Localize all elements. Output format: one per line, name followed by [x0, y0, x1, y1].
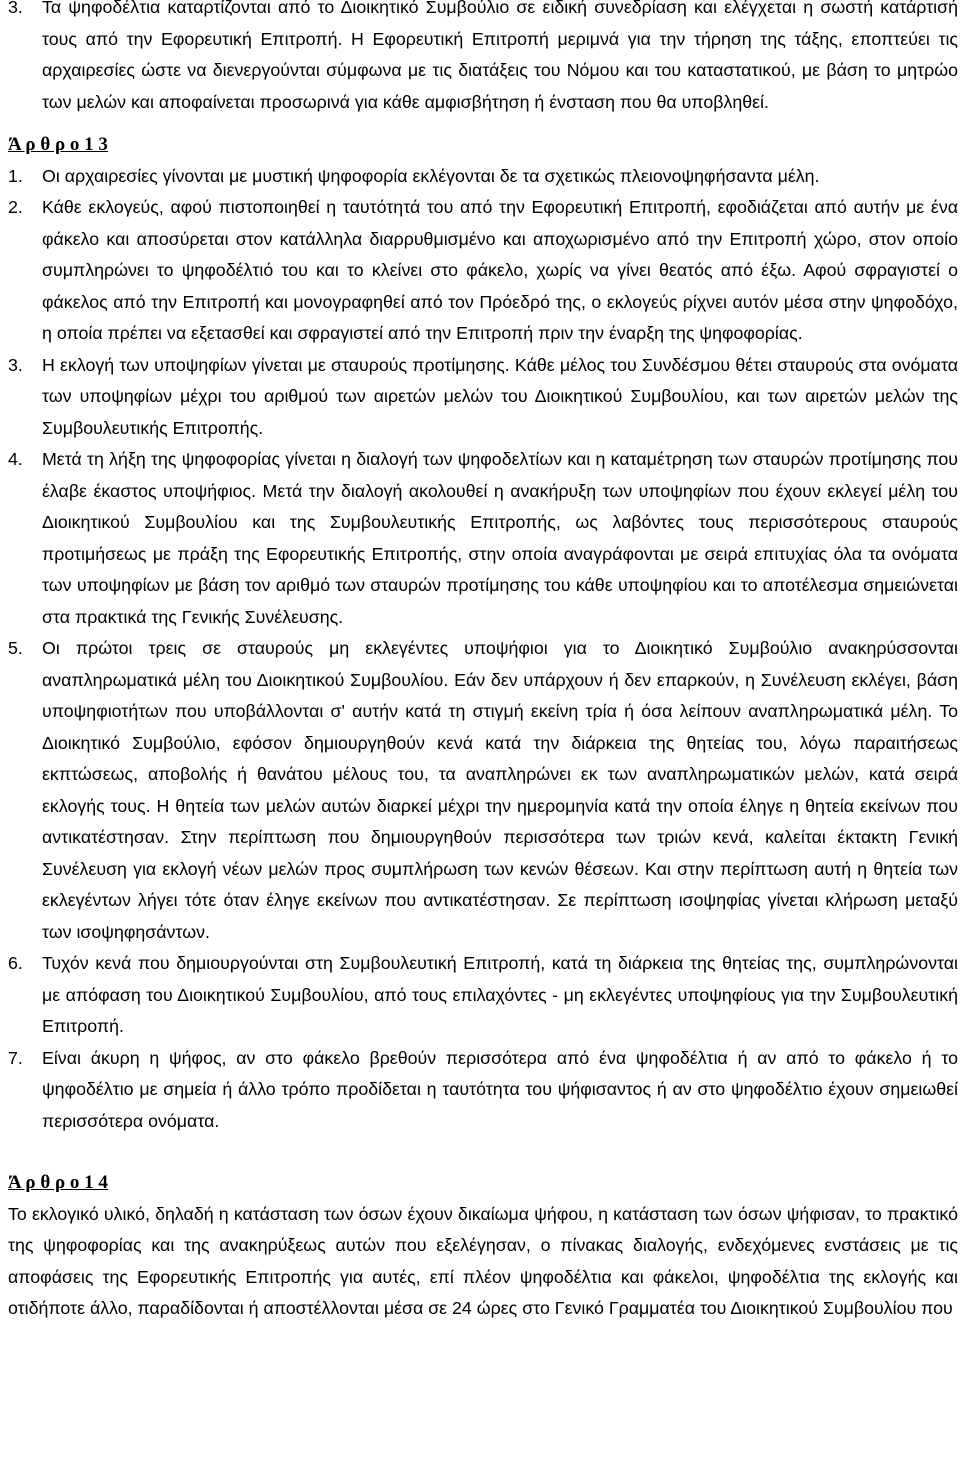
item-number: 4.: [8, 449, 23, 469]
article-13-heading: Ά ρ θ ρ ο 1 3: [8, 134, 108, 155]
article-13-item-2: [8, 192, 958, 350]
item-number: 7.: [8, 1047, 23, 1068]
item-text: Μετά τη λήξη της ψηφοφορίας γίνεται η διαλογή των ψηφοδελτίων και η καταμέτρηση των σταυρών προτίμησης που έλαβε έκαστος υποψήφιος. Μετά την διαλογή ακολουθεί η ανακήρυξη των υποψηφίων που έχουν εκλεγεί μέλη του Διοικητικού Συμβουλίου και της Συμβουλευτικής Επιτροπής, ως λαβόντες τους περισσότερους σταυρούς προτιμήσεως με πράξη της Εφορευτικής Επιτροπής, στην οποία αναγράφονται με σειρά επιτυχίας όλα τα ονόματα των υποψηφίων με βάση τον αριθμό των σταυρών προτίμησης του κάθε υποψηφίου και το αποτέλεσμα σημειώνεται στα πρακτικά της Γενικής Συνέλευσης.: [42, 449, 958, 627]
article-13-item-7: [8, 1043, 958, 1138]
item-text: Τα ψηφοδέλτια καταρτίζονται από το Διοικητικό Συμβούλιο σε ειδική συνεδρίαση και ελέγχεται η σωστή κατάρτισή τους από την Εφορευτική Επιτροπή. Η Εφορευτική Επιτροπή μεριμνά για την τήρηση της τάξης, εποπτεύει τις αρχαιρεσίες ώστε να διενεργούνται σύμφωνα με τις διατάξεις του Νόμου και του καταστατικού, με βάση το μητρώο των μελών και αποφαίνεται προσωρινά για κάθε αμφισβήτηση ή ένσταση που θα υποβληθεί.: [42, 0, 958, 112]
item-number: 1.: [8, 165, 23, 186]
item-text: Οι πρώτοι τρεις σε σταυρούς μη εκλεγέντες υποψήφιοι για το Διοικητικό Συμβούλιο ανακηρύσσονται αναπληρωματικά μέλη του Διοικητικού Συμβουλίου. Εάν δεν υπάρχουν ή δεν επαρκούν, η Συνέλευση εκλέγει, βάση υποψηφιοτήτων που υποβάλλονται σ' αυτήν κατά τη στιγμή εκείνη τρία ή όσα λείπουν αναπληρωματικά μέλη. Το Διοικητικό Συμβούλιο, εφόσον δημιουργηθούν κενά κατά την διάρκεια της θητείας του, λόγω παραιτήσεως εκπτώσεως, αποβολής ή θανάτου μέλους του, τα αναπληρώνει εκ των αναπληρωματικών μελών, κατά σειρά εκλογής τους. Η θητεία των μελών αυτών διαρκεί μέχρι την ημερομηνία κατά την οποία έληγε η θητεία εκείνων που αντικατέστησαν. Στην περίπτωση που δημιουργηθούν περισσότερα των τριών κενά, καλείται έκτακτη Γενική Συνέλευση για εκλογή νέων μελών προς συμπλήρωση των κενών θέσεων. Και στην περίπτωση αυτή η θητεία των εκλεγέντων λήγει τότε όταν έληγε εκείνων που αντικατέστησαν. Σε περίπτωση ισοψηφίας γίνεται κλήρωση μεταξύ των ισοψηφησάντων.: [42, 638, 958, 942]
article-12-item-3: [8, 0, 958, 118]
article-14-heading: Ά ρ θ ρ ο 1 4: [8, 1172, 108, 1193]
article-12-continuation: [8, 0, 958, 118]
article-14-paragraph: Το εκλογικό υλικό, δηλαδή η κατάσταση των όσων έχουν δικαίωμα ψήφου, η κατάσταση των όσων ψήφισαν, το πρακτικό της ψηφοφορίας και της ανακηρύξεως αυτών που εξελέγησαν, ο πίνακας διαλογής, ενδεχόμενες ενστάσεις με τις αποφάσεις της Εφορευτικής Επιτροπής για αυτές, επί πλέον ψηφοδέλτια και φάκελοι, ψηφοδέλτια της εκλογής και οτιδήποτε άλλο, παραδίδονται ή αποστέλλονται μέσα σε 24 ώρες στο Γενικό Γραμματέα του Διοικητικού Συμβουλίου που: [8, 1203, 958, 1318]
article-13-item-4: [8, 444, 958, 633]
item-text: Κάθε εκλογεύς, αφού πιστοποιηθεί η ταυτότητά του από την Εφορευτική Επιτροπή, εφοδιάζεται από αυτήν με ένα φάκελο και αποσύρεται στον κατάλληλα διαρρυθμισμένο και αποχωρισμένο από την Επιτροπή χώρο, στον οποίο συμπληρώνει το ψηφοδέλτιό του και το κλείνει στο φάκελο, χωρίς να γίνει θεατός από έξω. Αφού σφραγιστεί ο φάκελος από την Επιτροπή και μονογραφηθεί από τον Πρόεδρό της, ο εκλογεύς ρίχνει αυτόν μέσα στην ψηφοδόχο, η οποία πρέπει να εξετασθεί και σφραγιστεί από την Επιτροπή πριν την έναρξη της ψηφοφορίας.: [42, 197, 958, 343]
item-number: 3.: [8, 0, 23, 17]
item-text: Τυχόν κενά που δημιουργούνται στη Συμβουλευτική Επιτροπή, κατά τη διάρκεια της θητείας της, συμπληρώνονται με απόφαση του Διοικητικού Συμβουλίου, από τους επιλαχόντες - μη εκλεγέντες υποψηφίους για την Συμβουλευτική Επιτροπή.: [42, 953, 958, 1036]
item-text: Η εκλογή των υποψηφίων γίνεται με σταυρούς προτίμησης. Κάθε μέλος του Συνδέσμου θέτει σταυρούς στα ονόματα των υποψηφίων μέχρι του αριθμού των αιρετών μελών του Διοικητικού Συμβουλίου, και των αιρετών μελών της Συμβουλευτικής Επιτροπής.: [42, 354, 958, 438]
article-13-item-1: [8, 161, 958, 193]
article-14: [8, 1167, 958, 1325]
article-13: [8, 129, 958, 1137]
item-text: Οι αρχαιρεσίες γίνονται με μυστική ψηφοφορία εκλέγονται δε τα σχετικώς πλειονοψηφήσαντα μέλη.: [42, 165, 820, 186]
item-number: 2.: [8, 197, 23, 217]
article-13-item-3: [8, 350, 958, 445]
item-text: Είναι άκυρη η ψήφος, αν στο φάκελο βρεθούν περισσότερα από ένα ψηφοδέλτια ή αν από το φάκελο ή το ψηφοδέλτιο με σημεία ή άλλο τρόπο προδίδεται η ταυτότητα του ψήφισαντος ή αν στο ψηφοδέλτιο έχουν σημειωθεί περισσότερα ονόματα.: [42, 1047, 958, 1131]
item-number: 5.: [8, 638, 23, 658]
item-number: 3.: [8, 354, 23, 375]
item-number: 6.: [8, 953, 23, 973]
article-13-item-6: [8, 948, 958, 1043]
article-13-item-5: [8, 633, 958, 948]
